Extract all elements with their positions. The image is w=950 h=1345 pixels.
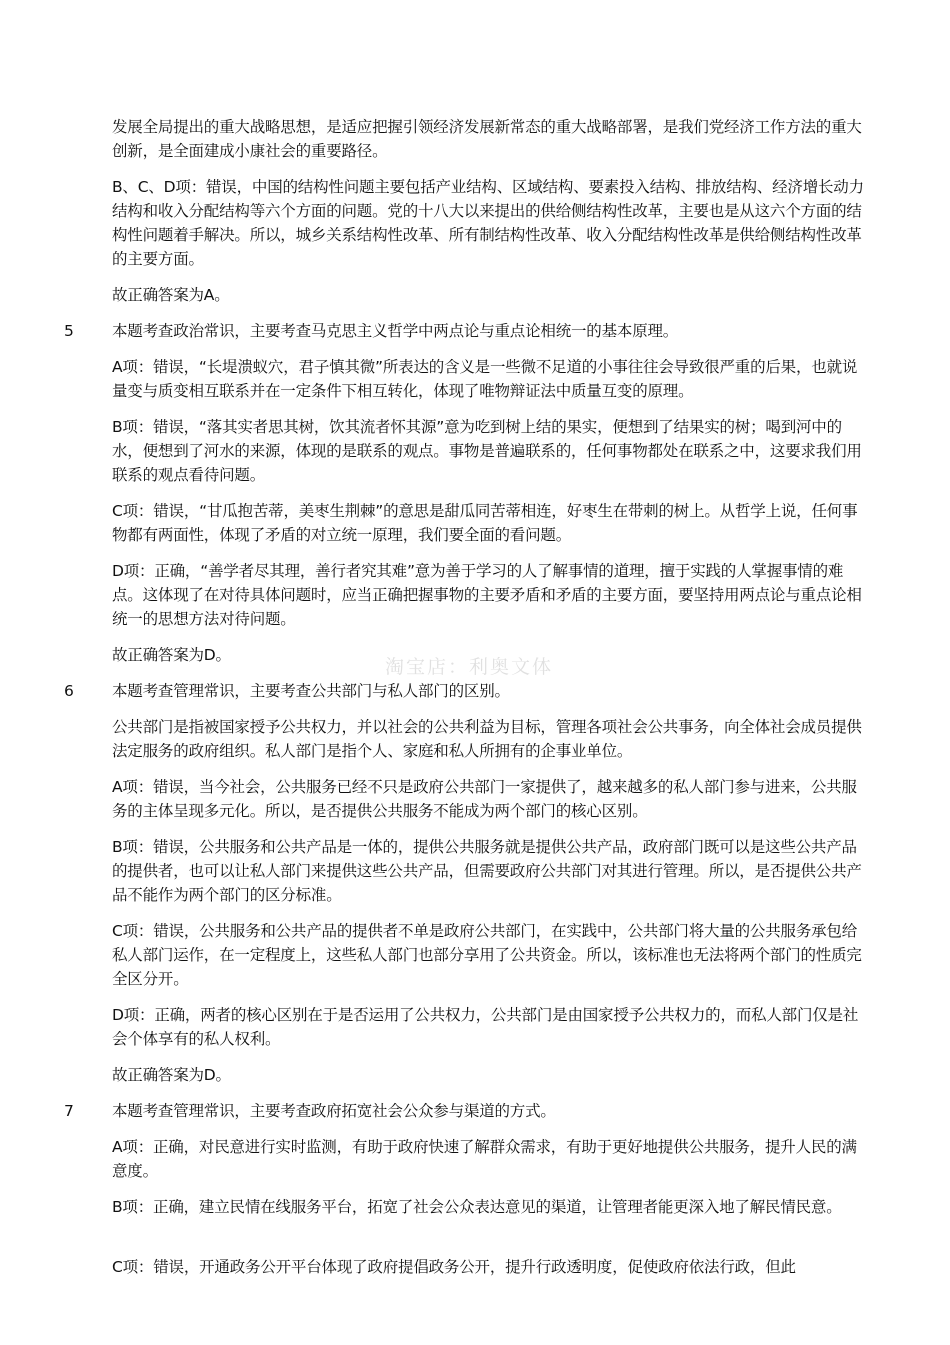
paragraph-q7-option-a: A项：正确，对民意进行实时监测，有助于政府快速了解群众需求，有助于更好地提供公共服务，提升人民的满意度。 [112, 1138, 857, 1180]
paragraph-q5-option-b: B项：错误，“落其实者思其树，饮其流者怀其源”意为吃到树上结的果实，便想到了结果实的树；喝到河中的水，便想到了河水的来源，体现的是联系的观点。事物是普遍联系的，任何事物都处在联系之中，这要求我们用联系的观点看待问题。 [112, 418, 862, 484]
answer-q6: 故正确答案为D。 [112, 1066, 231, 1084]
paragraph-q7-option-b: B项：正确，建立民情在线服务平台，拓宽了社会公众表达意见的渠道，让管理者能更深入地了解民情民意。 [112, 1198, 842, 1216]
watermark: 淘宝店：利奥文体 [385, 656, 554, 678]
paragraph-q5-option-c: C项：错误，“甘瓜抱苦蒂，美枣生荆棘”的意思是甜瓜同苦蒂相连，好枣生在带刺的树上。从哲学上说，任何事物都有两面性，体现了矛盾的对立统一原理，我们要全面的看问题。 [112, 502, 858, 544]
paragraph-q6-definition: 公共部门是指被国家授予公共权力，并以社会的公共利益为目标，管理各项社会公共事务，向全体社会成员提供法定服务的政府组织。私人部门是指个人、家庭和私人所拥有的企事业单位。 [112, 718, 862, 760]
paragraph-q6-option-a: A项：错误，当今社会，公共服务已经不只是政府公共部门一家提供了，越来越多的私人部门参与进来，公共服务的主体呈现多元化。所以，是否提供公共服务不能成为两个部门的核心区别。 [112, 778, 857, 820]
question-5-intro: 本题考查政治常识，主要考查马克思主义哲学中两点论与重点论相统一的基本原理。 [112, 322, 679, 340]
answer-q4: 故正确答案为A。 [112, 286, 230, 304]
question-number-7: 7 [64, 1102, 74, 1120]
paragraph-q6-option-d: D项：正确，两者的核心区别在于是否运用了公共权力，公共部门是由国家授予公共权力的，而私人部门仅是社会个体享有的私人权利。 [112, 1006, 859, 1048]
question-number-6: 6 [64, 682, 74, 700]
paragraph-q5-option-d: D项：正确，“善学者尽其理，善行者究其难”意为善于学习的人了解事情的道理，擅于实践的人掌握事情的难点。这体现了在对待具体问题时，应当正确把握事物的主要矛盾和矛盾的主要方面，要坚持用两点论与重点论相统一的思想方法对待问题。 [112, 562, 862, 628]
paragraph-q6-option-c: C项：错误，公共服务和公共产品的提供者不单是政府公共部门，在实践中，公共部门将大量的公共服务承包给私人部门运作，在一定程度上，这些私人部门也部分享用了公共资金。所以，该标准也无法将两个部门的性质完全区分开。 [112, 922, 862, 988]
paragraph-q7-option-c: C项：错误，开通政务公开平台体现了政府提倡政务公开，提升行政透明度，促使政府依法行政，但此 [112, 1258, 796, 1276]
paragraph-q5-option-a: A项：错误，“长堤溃蚁穴，君子慎其微”所表达的含义是一些微不足道的小事往往会导致很严重的后果，也就说量变与质变相互联系并在一定条件下相互转化，体现了唯物辩证法中质量互变的原理。 [112, 358, 858, 400]
paragraph-q4-bcd-explanation: B、C、D项：错误，中国的结构性问题主要包括产业结构、区域结构、要素投入结构、排放结构、经济增长动力结构和收入分配结构等六个方面的问题。党的十八大以来提出的供给侧结构性改革，主要也是从这六个方面的结构性问题着手解决。所以，城乡关系结构性改革、所有制结构性改革、收入分配结构性改革是供给侧结构性改革的主要方面。 [112, 178, 864, 268]
answer-q5: 故正确答案为D。 [112, 646, 231, 664]
question-number-5: 5 [64, 322, 74, 340]
paragraph-continuation: 发展全局提出的重大战略思想，是适应把握引领经济发展新常态的重大战略部署，是我们党经济工作方法的重大创新，是全面建成小康社会的重要路径。 [112, 118, 862, 160]
question-7-intro: 本题考查管理常识，主要考查政府拓宽社会公众参与渠道的方式。 [112, 1102, 556, 1120]
paragraph-q6-option-b: B项：错误，公共服务和公共产品是一体的，提供公共服务就是提供公共产品，政府部门既可以是这些公共产品的提供者，也可以让私人部门来提供这些公共产品，但需要政府公共部门对其进行管理。所以，是否提供公共产品不能作为两个部门的区分标准。 [112, 838, 862, 904]
question-6-intro: 本题考查管理常识，主要考查公共部门与私人部门的区别。 [112, 682, 510, 700]
